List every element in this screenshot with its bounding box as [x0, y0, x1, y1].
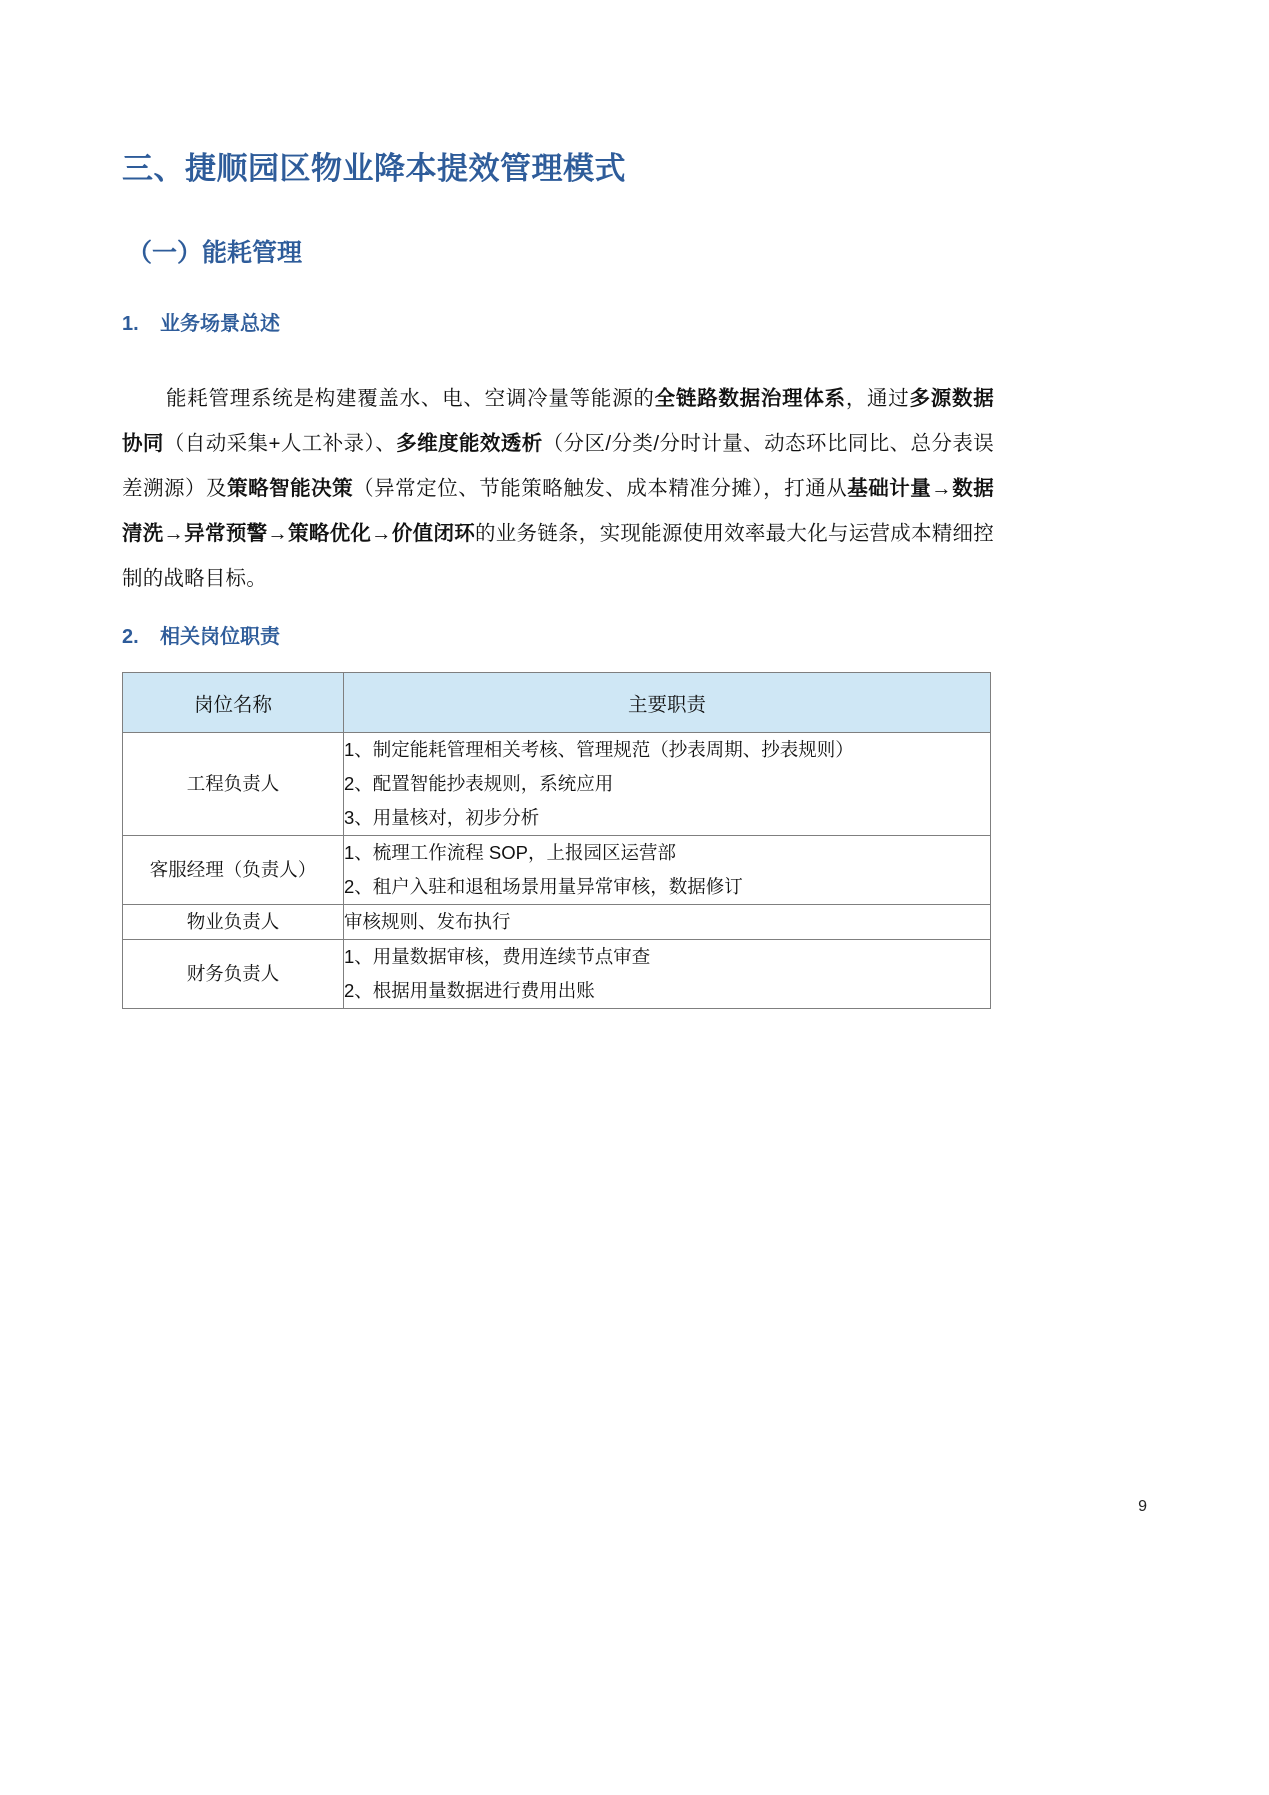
subsection-heading-roles [122, 620, 280, 649]
duty-line: 1、梳理工作流程 SOP，上报园区运营部 [344, 842, 676, 863]
duty-line: 3、用量核对，初步分析 [344, 807, 540, 828]
table-head [123, 673, 991, 733]
cell-role-name: 工程负责人 [123, 733, 344, 836]
duty-line: 审核规则、发布执行 [344, 911, 511, 932]
roles-table-wrapper [122, 672, 990, 1009]
roles-responsibilities-table [122, 672, 991, 1009]
duty-line: 2、租户入驻和退租场景用量异常审核，数据修订 [344, 876, 743, 897]
para-seg-4: （分区/分类/分时计量、动态环比同比、总分表误差溯源）及 [122, 431, 995, 500]
subsection-number-2: 2. [122, 626, 139, 648]
cell-duties [344, 733, 991, 836]
para-seg-3: （自动采集+人工补录）、 [163, 431, 397, 455]
col-header-duties: 主要职责 [344, 673, 991, 733]
para-seg-5: （异常定位、节能策略触发、成本精准分摊），打通从 [353, 476, 848, 500]
cell-duties [344, 836, 991, 905]
para-bold-4: 策略智能决策 [227, 476, 354, 500]
table-row [123, 940, 991, 1009]
para-bold-3: 多维度能效透析 [396, 431, 543, 455]
page-title: 三、捷顺园区物业降本提效管理模式 [122, 151, 626, 186]
body-paragraph [122, 376, 994, 601]
para-bold-5: 基础计量→数据清洗→异常预警→策略优化→价值闭环 [122, 476, 994, 545]
cell-duties [344, 905, 991, 940]
para-seg-6: 的业务链条，实现能源使用效率最大化与运营成本精细控制的战略目标。 [122, 521, 995, 590]
cell-role-name: 财务负责人 [123, 940, 344, 1009]
subsection-heading-business-overview [122, 307, 280, 336]
duty-line: 1、用量数据审核，费用连续节点审查 [344, 946, 651, 967]
duty-line: 1、制定能耗管理相关考核、管理规范（抄表周期、抄表规则） [344, 739, 854, 760]
duty-line: 2、根据用量数据进行费用出账 [344, 980, 595, 1001]
subsection-number-1: 1. [122, 313, 139, 335]
para-seg-2: ，通过 [845, 386, 910, 410]
cell-duties [344, 940, 991, 1009]
subsection-title-1: 业务场景总述 [160, 313, 280, 335]
para-bold-2: 多源数据协同 [122, 386, 994, 455]
subsection-title-2: 相关岗位职责 [160, 626, 280, 648]
col-header-role: 岗位名称 [123, 673, 344, 733]
para-bold-1: 全链路数据治理体系 [654, 386, 846, 410]
page-number: 9 [1138, 1498, 1147, 1515]
table-row [123, 733, 991, 836]
table-row [123, 836, 991, 905]
cell-role-name: 客服经理（负责人） [123, 836, 344, 905]
table-body [123, 733, 991, 1009]
table-row [123, 905, 991, 940]
duty-line: 2、配置智能抄表规则，系统应用 [344, 773, 614, 794]
table-header-row [123, 673, 991, 733]
section-heading-energy-management: （一）能耗管理 [127, 239, 303, 267]
para-seg-1: 能耗管理系统是构建覆盖水、电、空调冷量等能源的 [166, 386, 655, 410]
cell-role-name: 物业负责人 [123, 905, 344, 940]
